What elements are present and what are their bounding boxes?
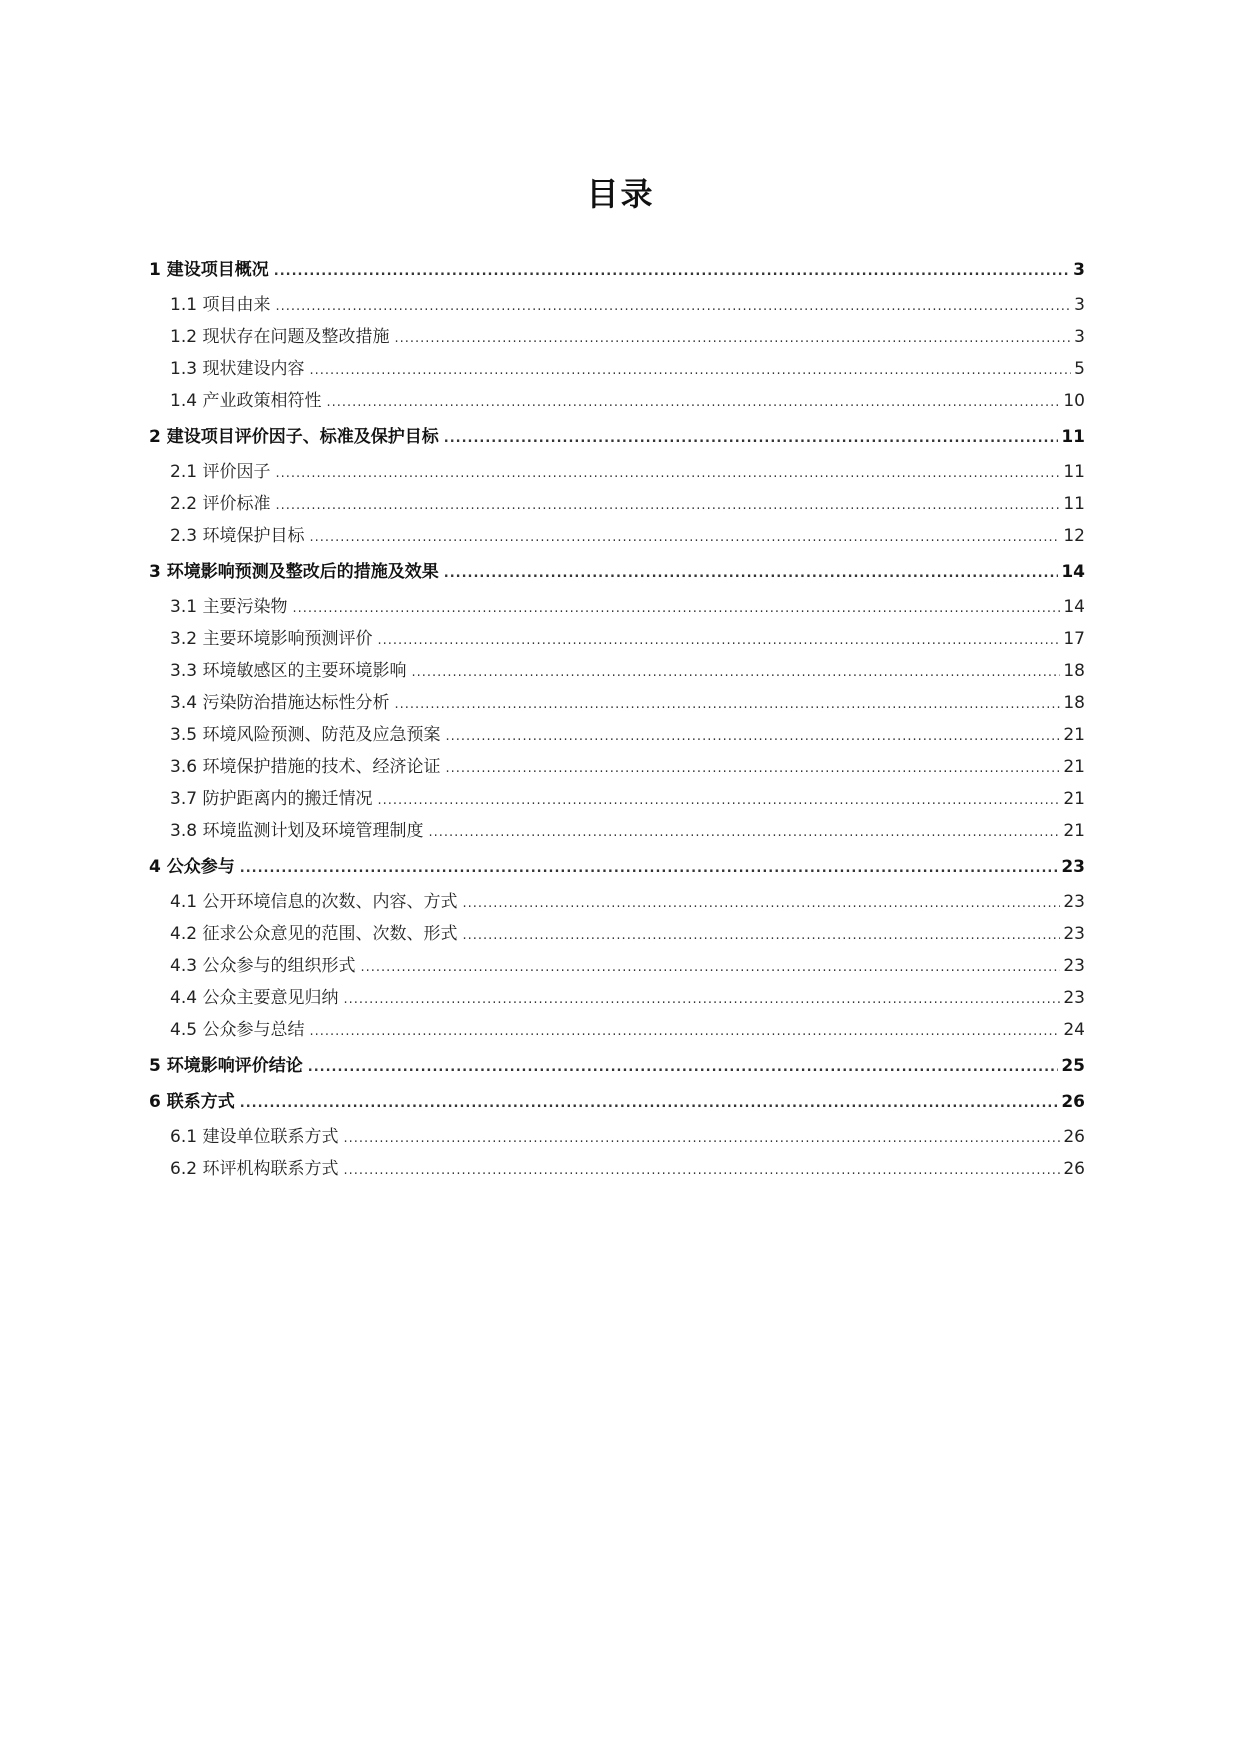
- toc-dot-leader: [343, 1127, 1060, 1151]
- toc-dot-leader: [326, 391, 1060, 415]
- toc-dot-leader: [394, 693, 1060, 717]
- toc-chapter-entry[interactable]: [149, 425, 1085, 449]
- toc-dot-leader: [462, 924, 1060, 948]
- toc-page-number: 3: [1073, 260, 1085, 280]
- toc-dot-leader: [309, 1020, 1060, 1044]
- toc-page-number: 23: [1063, 988, 1085, 1008]
- toc-page-number: 3: [1074, 327, 1085, 347]
- toc-entry-title: 2.2 评价标准: [170, 494, 271, 514]
- toc-page-number: 11: [1061, 427, 1085, 447]
- toc-chapter-entry[interactable]: [149, 560, 1085, 584]
- toc-section-entry[interactable]: [149, 986, 1085, 1010]
- toc-page-number: 26: [1063, 1159, 1085, 1179]
- toc-entry-title: 1 建设项目概况: [149, 260, 269, 280]
- toc-dot-leader: [292, 597, 1060, 621]
- toc-entry-title: 4.5 公众参与总结: [170, 1020, 305, 1040]
- toc-entry-title: 1.4 产业政策相符性: [170, 391, 322, 411]
- toc-section-entry[interactable]: [149, 659, 1085, 683]
- toc-page-number: 14: [1063, 597, 1085, 617]
- toc-entry-title: 5 环境影响评价结论: [149, 1056, 303, 1076]
- toc-dot-leader: [394, 327, 1071, 351]
- toc-entry-title: 4.4 公众主要意见归纳: [170, 988, 339, 1008]
- toc-page-number: 14: [1061, 562, 1085, 582]
- toc-entry-title: 2 建设项目评价因子、标准及保护目标: [149, 427, 439, 447]
- table-of-contents: [149, 258, 1085, 1189]
- toc-dot-leader: [240, 1092, 1059, 1116]
- toc-dot-leader: [377, 789, 1060, 813]
- toc-entry-title: 3 环境影响预测及整改后的措施及效果: [149, 562, 439, 582]
- toc-page-number: 18: [1063, 661, 1085, 681]
- toc-chapter-entry[interactable]: [149, 1090, 1085, 1114]
- toc-page-number: 21: [1063, 757, 1085, 777]
- toc-page-number: 5: [1074, 359, 1085, 379]
- toc-dot-leader: [445, 757, 1060, 781]
- toc-dot-leader: [309, 526, 1060, 550]
- toc-entry-title: 3.7 防护距离内的搬迁情况: [170, 789, 373, 809]
- toc-entry-title: 2.3 环境保护目标: [170, 526, 305, 546]
- toc-dot-leader: [462, 892, 1060, 916]
- toc-section-entry[interactable]: [149, 524, 1085, 548]
- toc-section-entry[interactable]: [149, 460, 1085, 484]
- toc-page-number: 21: [1063, 789, 1085, 809]
- toc-page-number: 26: [1061, 1092, 1085, 1112]
- toc-page-number: 26: [1063, 1127, 1085, 1147]
- toc-page-number: 23: [1063, 924, 1085, 944]
- page-title: 目录: [586, 175, 655, 213]
- toc-section-entry[interactable]: [149, 954, 1085, 978]
- toc-dot-leader: [444, 562, 1059, 586]
- toc-dot-leader: [343, 1159, 1060, 1183]
- toc-page-number: 10: [1063, 391, 1085, 411]
- toc-section-entry[interactable]: [149, 293, 1085, 317]
- toc-entry-title: 6.1 建设单位联系方式: [170, 1127, 339, 1147]
- toc-section-entry[interactable]: [149, 1157, 1085, 1181]
- toc-page-number: 17: [1063, 629, 1085, 649]
- toc-entry-title: 3.1 主要污染物: [170, 597, 288, 617]
- toc-dot-leader: [444, 427, 1059, 451]
- toc-section-entry[interactable]: [149, 691, 1085, 715]
- toc-dot-leader: [428, 821, 1060, 845]
- toc-dot-leader: [275, 462, 1060, 486]
- toc-entry-title: 4.1 公开环境信息的次数、内容、方式: [170, 892, 458, 912]
- toc-dot-leader: [274, 260, 1070, 284]
- toc-section-entry[interactable]: [149, 1125, 1085, 1149]
- toc-section-entry[interactable]: [149, 1018, 1085, 1042]
- toc-section-entry[interactable]: [149, 890, 1085, 914]
- toc-page-number: 12: [1063, 526, 1085, 546]
- toc-section-entry[interactable]: [149, 819, 1085, 843]
- toc-section-entry[interactable]: [149, 922, 1085, 946]
- toc-section-entry[interactable]: [149, 787, 1085, 811]
- toc-page-number: 23: [1063, 956, 1085, 976]
- toc-entry-title: 1.1 项目由来: [170, 295, 271, 315]
- toc-chapter-entry[interactable]: [149, 1054, 1085, 1078]
- toc-entry-title: 4.3 公众参与的组织形式: [170, 956, 356, 976]
- toc-section-entry[interactable]: [149, 389, 1085, 413]
- toc-entry-title: 2.1 评价因子: [170, 462, 271, 482]
- toc-page-number: 11: [1063, 462, 1085, 482]
- toc-dot-leader: [275, 295, 1071, 319]
- toc-page-number: 23: [1061, 857, 1085, 877]
- toc-dot-leader: [411, 661, 1060, 685]
- toc-page-number: 11: [1063, 494, 1085, 514]
- toc-chapter-entry[interactable]: [149, 855, 1085, 879]
- toc-section-entry[interactable]: [149, 492, 1085, 516]
- toc-section-entry[interactable]: [149, 595, 1085, 619]
- toc-chapter-entry[interactable]: [149, 258, 1085, 282]
- toc-page-number: 23: [1063, 892, 1085, 912]
- toc-entry-title: 3.2 主要环境影响预测评价: [170, 629, 373, 649]
- toc-section-entry[interactable]: [149, 627, 1085, 651]
- toc-dot-leader: [309, 359, 1071, 383]
- toc-dot-leader: [377, 629, 1060, 653]
- toc-entry-title: 4.2 征求公众意见的范围、次数、形式: [170, 924, 458, 944]
- toc-dot-leader: [275, 494, 1060, 518]
- toc-page-number: 18: [1063, 693, 1085, 713]
- toc-entry-title: 4 公众参与: [149, 857, 235, 877]
- toc-dot-leader: [445, 725, 1060, 749]
- toc-page-number: 21: [1063, 725, 1085, 745]
- toc-page-number: 21: [1063, 821, 1085, 841]
- toc-section-entry[interactable]: [149, 755, 1085, 779]
- toc-section-entry[interactable]: [149, 723, 1085, 747]
- toc-dot-leader: [240, 857, 1059, 881]
- toc-entry-title: 3.8 环境监测计划及环境管理制度: [170, 821, 424, 841]
- toc-entry-title: 1.2 现状存在问题及整改措施: [170, 327, 390, 347]
- toc-entry-title: 3.5 环境风险预测、防范及应急预案: [170, 725, 441, 745]
- toc-entry-title: 6.2 环评机构联系方式: [170, 1159, 339, 1179]
- toc-section-entry[interactable]: [149, 325, 1085, 349]
- toc-entry-title: 3.6 环境保护措施的技术、经济论证: [170, 757, 441, 777]
- toc-dot-leader: [308, 1056, 1059, 1080]
- toc-entry-title: 3.3 环境敏感区的主要环境影响: [170, 661, 407, 681]
- toc-dot-leader: [360, 956, 1060, 980]
- toc-entry-title: 6 联系方式: [149, 1092, 235, 1112]
- toc-entry-title: 3.4 污染防治措施达标性分析: [170, 693, 390, 713]
- toc-page-number: 24: [1063, 1020, 1085, 1040]
- toc-dot-leader: [343, 988, 1060, 1012]
- toc-page-number: 25: [1061, 1056, 1085, 1076]
- toc-page-number: 3: [1074, 295, 1085, 315]
- toc-section-entry[interactable]: [149, 357, 1085, 381]
- toc-entry-title: 1.3 现状建设内容: [170, 359, 305, 379]
